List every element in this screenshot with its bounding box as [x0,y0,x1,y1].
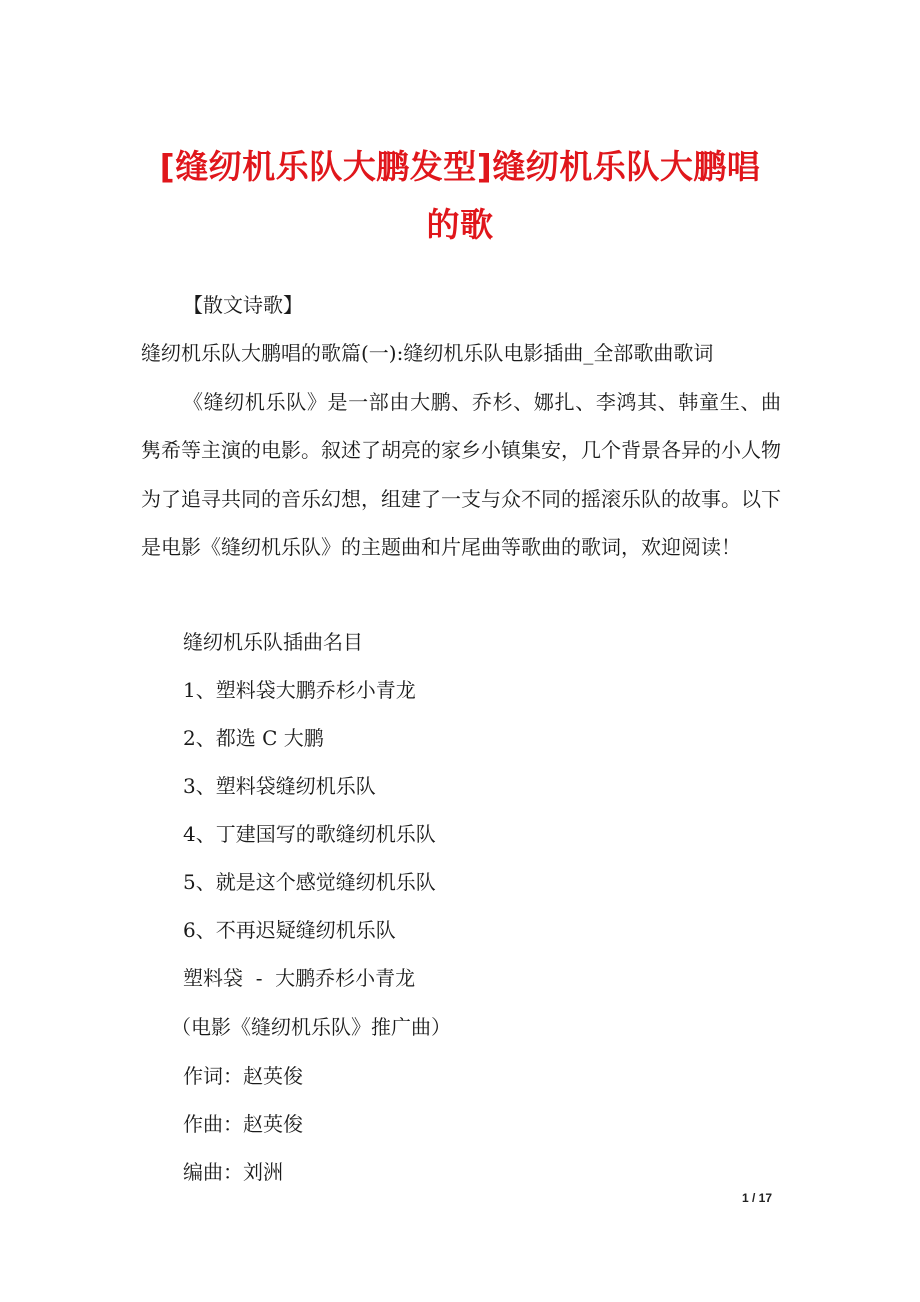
song-list-item: 6、不再迟疑缝纫机乐队 [183,918,396,942]
lyricist-credit: 作词：赵英俊 [183,1064,303,1088]
document-title-line-1: [缝纫机乐队大鹏发型]缝纫机乐队大鹏唱 [159,147,761,186]
song-list-item: 2、都选 C 大鹏 [183,726,324,750]
song-list-item: 5、就是这个感觉缝纫机乐队 [183,870,436,894]
song-note: （电影《缝纫机乐队》推广曲） [171,1015,451,1039]
document-title-line-2: 的歌 [426,205,494,244]
page-indicator: 1 / 17 [742,1191,773,1205]
composer-credit: 作曲：赵英俊 [183,1112,303,1136]
song-list-item: 3、塑料袋缝纫机乐队 [183,774,376,798]
song-title: 塑料袋 - 大鹏乔杉小青龙 [183,966,416,990]
category-label: 【散文诗歌】 [183,293,303,317]
song-list-item: 1、塑料袋大鹏乔杉小青龙 [183,678,416,702]
section-subtitle: 缝纫机乐队大鹏唱的歌篇(一):缝纫机乐队电影插曲_全部歌曲歌词 [141,341,714,365]
song-list-heading: 缝纫机乐队插曲名目 [183,630,363,654]
song-list-item: 4、丁建国写的歌缝纫机乐队 [183,822,436,846]
intro-paragraph: 《缝纫机乐队》是一部由大鹏、乔杉、娜扎、李鸿其、韩童生、曲隽希等主演的电影。叙述了胡亮的家乡小镇集安，几个背景各异的小人物为了追寻共同的音乐幻想，组建了一支与众不同的摇滚乐队的故事。以下是电影《缝纫机乐队》的主题曲和片尾曲等歌曲的歌词，欢迎阅读！ [141,390,781,560]
arranger-credit: 编曲：刘洲 [183,1160,283,1184]
